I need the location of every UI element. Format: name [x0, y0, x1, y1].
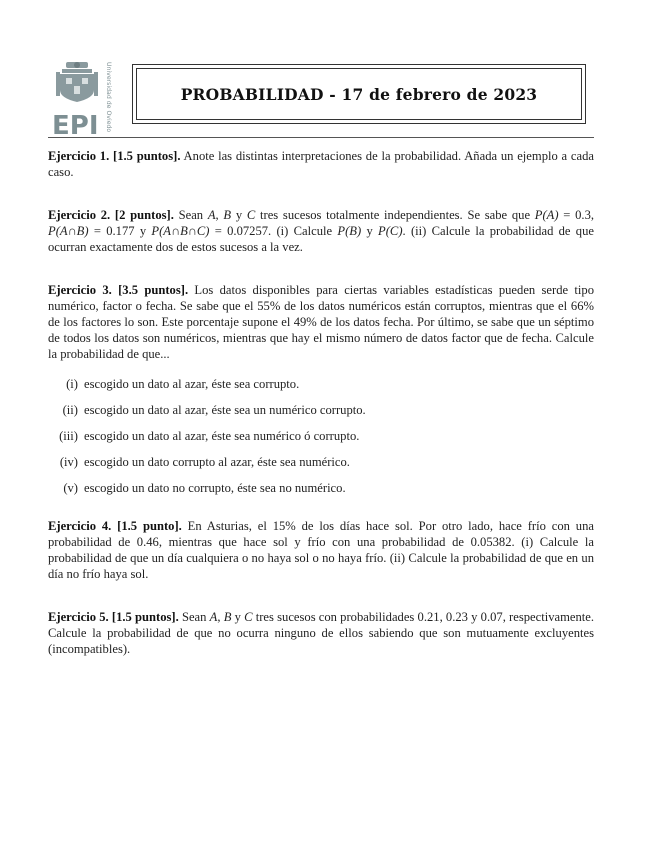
- exercise-4-heading: Ejercicio 4. [1.5 punto].: [48, 519, 182, 533]
- exercise-4-text: En Asturias, el 15% de los días hace sol. Por otro lado, hace frío con una probabilidad de 0.46, mientras que hace sol y frío con una probabilidad de 0.05382. (i) Calcule la probabilidad de que un día cualquiera o no haya sol o no haya frío. (ii) Calcule la probabilidad de que en un día no frío haya sol.: [48, 519, 594, 581]
- exercise-5-text: ,: [217, 610, 224, 624]
- exercise-2-text: ,: [215, 208, 224, 222]
- item-number: (i): [66, 377, 78, 391]
- exercise-5-text: Sean: [178, 610, 210, 624]
- header-rule: [48, 137, 594, 138]
- exercise-2-text: = 0.177 y: [88, 224, 152, 238]
- logo-text: EPI: [52, 111, 99, 136]
- exercise-5-text: tres sucesos con probabilidades 0.21, 0.23 y 0.07, respectivamente. Calcule la probabilidad de que no ocurra ninguno de ellos sabiendo que son mutuamente excluyentes (incompatibles).: [48, 610, 595, 656]
- exercise-1-text: Anote las distintas interpretaciones de la probabilidad. Añada un ejemplo a cada caso.: [48, 149, 594, 179]
- item-text: escogido un dato al azar, éste sea un numérico corrupto.: [84, 403, 366, 417]
- exercise-1: [48, 148, 594, 180]
- exercise-2-text: tres sucesos totalmente independientes. Se sabe que: [255, 208, 535, 222]
- item-text: escogido un dato al azar, éste sea corrupto.: [84, 377, 300, 391]
- list-item: [48, 454, 594, 470]
- math-expr: P(C): [378, 224, 403, 238]
- item-number: (ii): [62, 403, 78, 417]
- math-expr: P(A): [534, 208, 559, 222]
- crest-icon: [56, 62, 98, 102]
- exercise-2-text: = 0.07257. (i) Calcule: [209, 224, 338, 238]
- list-item: [48, 480, 594, 496]
- item-number: (iv): [59, 455, 78, 469]
- exercise-2-text: = 0.3,: [558, 208, 595, 222]
- logo-side-text: Universidad de Oviedo: [105, 62, 112, 133]
- item-text: escogido un dato corrupto al azar, éste sea numérico.: [84, 455, 350, 469]
- exercise-3-text: Los datos disponibles para ciertas variables estadísticas pueden serde tipo numérico, factor o fecha. Se sabe que el 55% de los datos numéricos están corruptos, mientras que el 66% de los factores lo son. Este porcentaje supone el 49% de los datos fecha. Por último, se sabe que un séptimo de todos los datos son numéricos, mientras que hay el mismo número de datos factor que de fecha. Calcule la probabilidad de que...: [48, 283, 595, 361]
- math-expr: P(A∩B∩C): [151, 224, 210, 238]
- exercise-3-items: [48, 376, 594, 496]
- exercise-3: [48, 282, 594, 362]
- exercise-5: [48, 609, 594, 657]
- exam-content: [48, 148, 594, 657]
- math-expr: P(B): [337, 224, 362, 238]
- math-var: A: [207, 208, 216, 222]
- title-box-inner: [136, 68, 582, 120]
- math-var: C: [244, 610, 253, 624]
- math-var: C: [246, 208, 256, 222]
- math-var: B: [223, 610, 232, 624]
- item-text: escogido un dato al azar, éste sea numérico ó corrupto.: [84, 429, 360, 443]
- exercise-5-heading: Ejercicio 5. [1.5 puntos].: [48, 610, 179, 624]
- item-number: (iii): [59, 429, 78, 443]
- exercise-2-text: y: [361, 224, 379, 238]
- item-number: (v): [63, 481, 78, 495]
- math-var: A: [209, 610, 218, 624]
- exercise-4: [48, 518, 594, 582]
- math-var: B: [223, 208, 232, 222]
- exercise-5-text: y: [231, 610, 245, 624]
- exercise-2-text: . (ii) Calcule la probabilidad de que ocurran exactamente dos de estos sucesos a la vez.: [48, 224, 594, 254]
- exercise-1-heading: Ejercicio 1. [1.5 puntos].: [48, 149, 181, 163]
- math-expr: P(A∩B): [48, 224, 89, 238]
- list-item: [48, 428, 594, 444]
- page-title: PROBABILIDAD - 17 de febrero de 2023: [180, 84, 538, 104]
- exercise-2: [48, 207, 594, 255]
- list-item: [48, 402, 594, 418]
- exercise-2-heading: Ejercicio 2. [2 puntos].: [48, 208, 174, 222]
- title-box: [132, 64, 586, 124]
- item-text: escogido un dato no corrupto, éste sea no numérico.: [84, 481, 346, 495]
- exercise-2-text: y: [231, 208, 247, 222]
- list-item: [48, 376, 594, 392]
- university-logo: [52, 60, 120, 136]
- exercise-3-heading: Ejercicio 3. [3.5 puntos].: [48, 283, 189, 297]
- exercise-2-text: Sean: [173, 208, 208, 222]
